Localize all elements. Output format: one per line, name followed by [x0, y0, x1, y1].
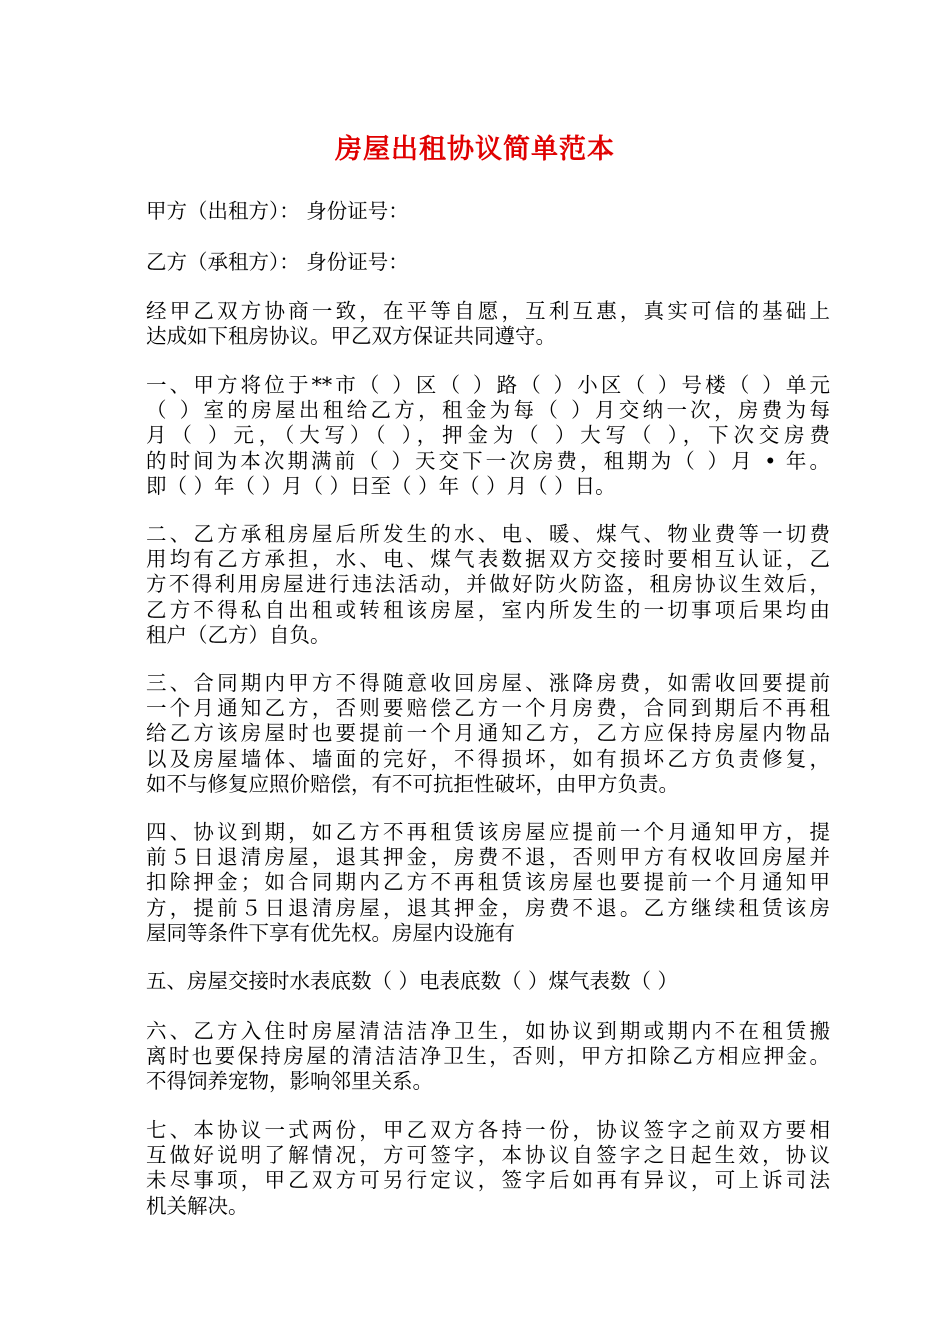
clause-2-line: 二、乙方承租房屋后所发生的水、电、暖、煤气、物业费等一切费	[146, 522, 830, 546]
clause-4-line: 方，提前５日退清房屋，退其押金，房费不退。乙方继续租赁该房	[146, 895, 830, 920]
clause-3-paragraph	[146, 671, 830, 797]
clause-1-line: （ ）室的房屋出租给乙方，租金为每（ ）月交纳一次，房费为每	[146, 398, 830, 423]
clause-2-line: 租户（乙方）自负。	[146, 622, 331, 647]
clause-2-line: 乙方不得私自出租或转租该房屋，室内所发生的一切事项后果均由	[146, 597, 830, 622]
intro-line: 达成如下租房协议。甲乙双方保证共同遵守。	[146, 324, 556, 349]
clause-3-line: 一个月通知乙方，否则要赔偿乙方一个月房费，合同到期后不再租	[146, 696, 830, 721]
clause-4-paragraph	[146, 820, 830, 946]
clause-1-line: 一、甲方将位于**市（ ）区（ ）路（ ）小区（ ）号楼（ ）单元	[146, 373, 830, 397]
clause-7-line: 七、本协议一式两份，甲乙双方各持一份，协议签字之前双方要相	[146, 1118, 830, 1142]
clause-6-line: 六、乙方入住时房屋清洁洁净卫生，如协议到期或期内不在租赁搬	[146, 1019, 830, 1043]
clause-1-line: 即（ ）年（ ）月（ ）日至（ ）年（ ）月（ ）日。	[146, 473, 616, 498]
clause-6-line: 离时也要保持房屋的清洁洁净卫生，否则，甲方扣除乙方相应押金。	[146, 1044, 830, 1069]
clause-2-line: 用均有乙方承担，水、电、煤气表数据双方交接时要相互认证，乙	[146, 547, 830, 572]
clause-6-line: 不得饲养宠物，影响邻里关系。	[146, 1069, 433, 1094]
document-title: 房屋出租协议简单范本	[335, 134, 615, 165]
clause-4-line: 前５日退清房屋，退其押金，房费不退，否则甲方有权收回房屋并	[146, 845, 830, 870]
intro-line: 经甲乙双方协商一致，在平等自愿，互利互惠，真实可信的基础上	[146, 299, 830, 323]
party-b-line: 乙方（承租方）： 身份证号：	[146, 250, 409, 274]
clause-7-paragraph	[146, 1118, 830, 1219]
clause-3-line: 以及房屋墙体、墙面的完好，不得损坏，如有损坏乙方负责修复，	[146, 746, 830, 771]
clause-5-line: 五、房屋交接时水表底数（ ）电表底数（ ）煤气表数（ ）	[146, 969, 679, 993]
clause-2-paragraph	[146, 522, 830, 648]
party-a-line: 甲方（出租方）： 身份证号：	[146, 199, 409, 223]
intro-paragraph	[146, 299, 830, 349]
clause-7-line: 互做好说明了解情况，方可签字，本协议自签字之日起生效，协议	[146, 1143, 830, 1168]
clause-7-line: 机关解决。	[146, 1193, 249, 1218]
clause-3-line: 给乙方该房屋时也要提前一个月通知乙方，乙方应保持房屋内物品	[146, 721, 830, 746]
clause-7-line: 未尽事项，甲乙双方可另行定议，签字后如再有异议，可上诉司法	[146, 1168, 830, 1193]
clause-4-line: 屋同等条件下享有优先权。房屋内设施有	[146, 920, 515, 945]
clause-4-line: 四、协议到期，如乙方不再租赁该房屋应提前一个月通知甲方，提	[146, 820, 830, 844]
clause-3-line: 如不与修复应照价赔偿，有不可抗拒性破坏，由甲方负责。	[146, 771, 679, 796]
clause-3-line: 三、合同期内甲方不得随意收回房屋、涨降房费，如需收回要提前	[146, 671, 830, 695]
clause-1-line: 月（ ）元，（大写）（ ），押金为（ ）大写（ ），下次交房费	[146, 423, 830, 448]
clause-1-paragraph	[146, 373, 830, 499]
clause-6-paragraph	[146, 1019, 830, 1095]
clause-4-line: 扣除押金；如合同期内乙方不再租赁该房屋也要提前一个月通知甲	[146, 870, 830, 895]
clause-2-line: 方不得利用房屋进行违法活动，并做好防火防盗，租房协议生效后，	[146, 572, 830, 597]
clause-1-line: 的时间为本次期满前（ ）天交下一次房费，租期为（ ）月 • 年。	[146, 448, 830, 473]
